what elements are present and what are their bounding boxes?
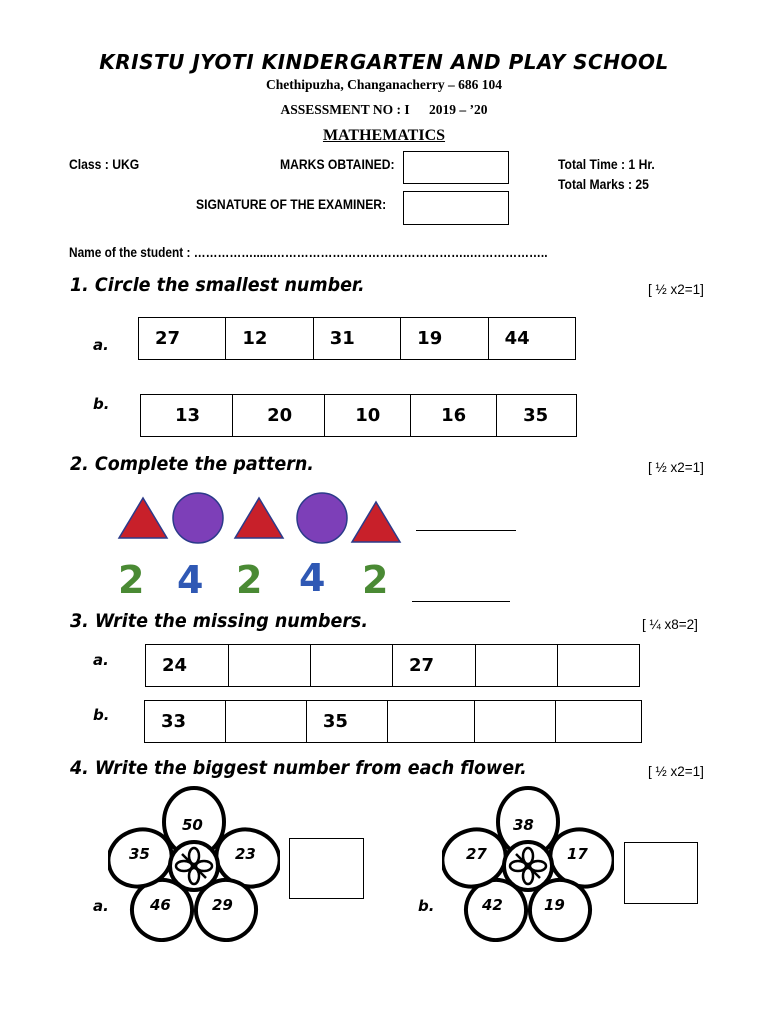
pattern-number: 2 [118, 558, 145, 602]
flower-number: 27 [466, 845, 487, 863]
assessment-number: ASSESSMENT NO : I [280, 102, 410, 117]
question-3-marks: [ ¼ x8=2] [642, 617, 698, 632]
number-cell[interactable]: 27 [392, 645, 475, 687]
pattern-number: 2 [362, 558, 389, 602]
question-1b-label: b. [93, 395, 110, 413]
flower-number: 17 [567, 845, 588, 863]
pattern-number: 4 [177, 558, 204, 602]
flower-number: 46 [150, 896, 171, 914]
pattern-number: 4 [299, 556, 326, 600]
question-2-marks: [ ½ x2=1] [648, 460, 704, 475]
blank-cell[interactable] [475, 645, 557, 687]
school-name: KRISTU JYOTI KINDERGARTEN AND PLAY SCHOOL [99, 50, 669, 74]
marks-obtained-label: MARKS OBTAINED: [280, 157, 395, 172]
number-answer-blank[interactable] [412, 601, 510, 602]
blank-cell[interactable] [474, 701, 556, 743]
question-4b-label: b. [418, 897, 435, 915]
flower-number: 42 [482, 896, 503, 914]
flower-number: 19 [544, 896, 565, 914]
class-label: Class : UKG [69, 157, 140, 172]
question-4a-label: a. [93, 897, 109, 915]
question-3a-label: a. [93, 651, 109, 669]
question-2-title: 2. Complete the pattern. [70, 453, 314, 475]
triangle-shape [119, 498, 167, 538]
marks-obtained-box[interactable] [403, 151, 509, 184]
signature-label: SIGNATURE OF THE EXAMINER: [196, 197, 387, 212]
number-cell[interactable]: 27 [139, 318, 226, 360]
number-cell[interactable]: 20 [233, 395, 325, 437]
number-cell[interactable]: 13 [141, 395, 233, 437]
question-1-title: 1. Circle the smallest number. [70, 274, 365, 296]
question-4-title: 4. Write the biggest number from each flower. [70, 757, 527, 779]
number-cell[interactable]: 19 [401, 318, 488, 360]
flower-number: 35 [129, 845, 150, 863]
assessment-line [0, 102, 768, 118]
number-cell[interactable]: 24 [146, 645, 229, 687]
school-address: Chethipuzha, Changanacherry – 686 104 [266, 77, 502, 92]
shape-pattern [110, 488, 410, 548]
flower-number: 38 [513, 816, 534, 834]
student-name-line[interactable]: Name of the student : ……………......…………………………………………..……………….. [69, 245, 548, 260]
number-cell[interactable]: 10 [325, 395, 411, 437]
blank-cell[interactable] [310, 645, 392, 687]
blank-cell[interactable] [556, 701, 642, 743]
number-cell[interactable]: 33 [145, 701, 226, 743]
question-1b-table [140, 394, 577, 437]
total-marks: Total Marks : 25 [558, 177, 649, 192]
circle-shape [173, 493, 223, 543]
pattern-number: 2 [236, 558, 263, 602]
flower-number: 23 [235, 845, 256, 863]
question-3b-label: b. [93, 706, 110, 724]
flower-number: 29 [212, 896, 233, 914]
question-1a-table [138, 317, 576, 360]
blank-cell[interactable] [228, 645, 310, 687]
blank-cell[interactable] [388, 701, 475, 743]
question-4-marks: [ ½ x2=1] [648, 764, 704, 779]
number-cell[interactable]: 31 [313, 318, 400, 360]
flower-a-answer-box[interactable] [289, 838, 364, 899]
number-cell[interactable]: 44 [488, 318, 575, 360]
academic-year: 2019 – ’20 [429, 102, 488, 117]
circle-shape [297, 493, 347, 543]
blank-cell[interactable] [557, 645, 639, 687]
question-3b-table [144, 700, 642, 743]
shape-answer-blank[interactable] [416, 530, 516, 531]
question-3a-table [145, 644, 640, 687]
total-time: Total Time : 1 Hr. [558, 157, 655, 172]
signature-box[interactable] [403, 191, 509, 225]
flower-b-answer-box[interactable] [624, 842, 698, 904]
number-cell[interactable]: 16 [411, 395, 497, 437]
blank-cell[interactable] [226, 701, 307, 743]
number-cell[interactable]: 35 [497, 395, 577, 437]
number-cell[interactable]: 12 [226, 318, 313, 360]
question-1-marks: [ ½ x2=1] [648, 282, 704, 297]
triangle-shape [235, 498, 283, 538]
number-cell[interactable]: 35 [306, 701, 387, 743]
flower-number: 50 [182, 816, 203, 834]
question-3-title: 3. Write the missing numbers. [70, 610, 368, 632]
subject-title: MATHEMATICS [322, 127, 446, 144]
triangle-shape [352, 502, 400, 542]
question-1a-label: a. [93, 336, 109, 354]
